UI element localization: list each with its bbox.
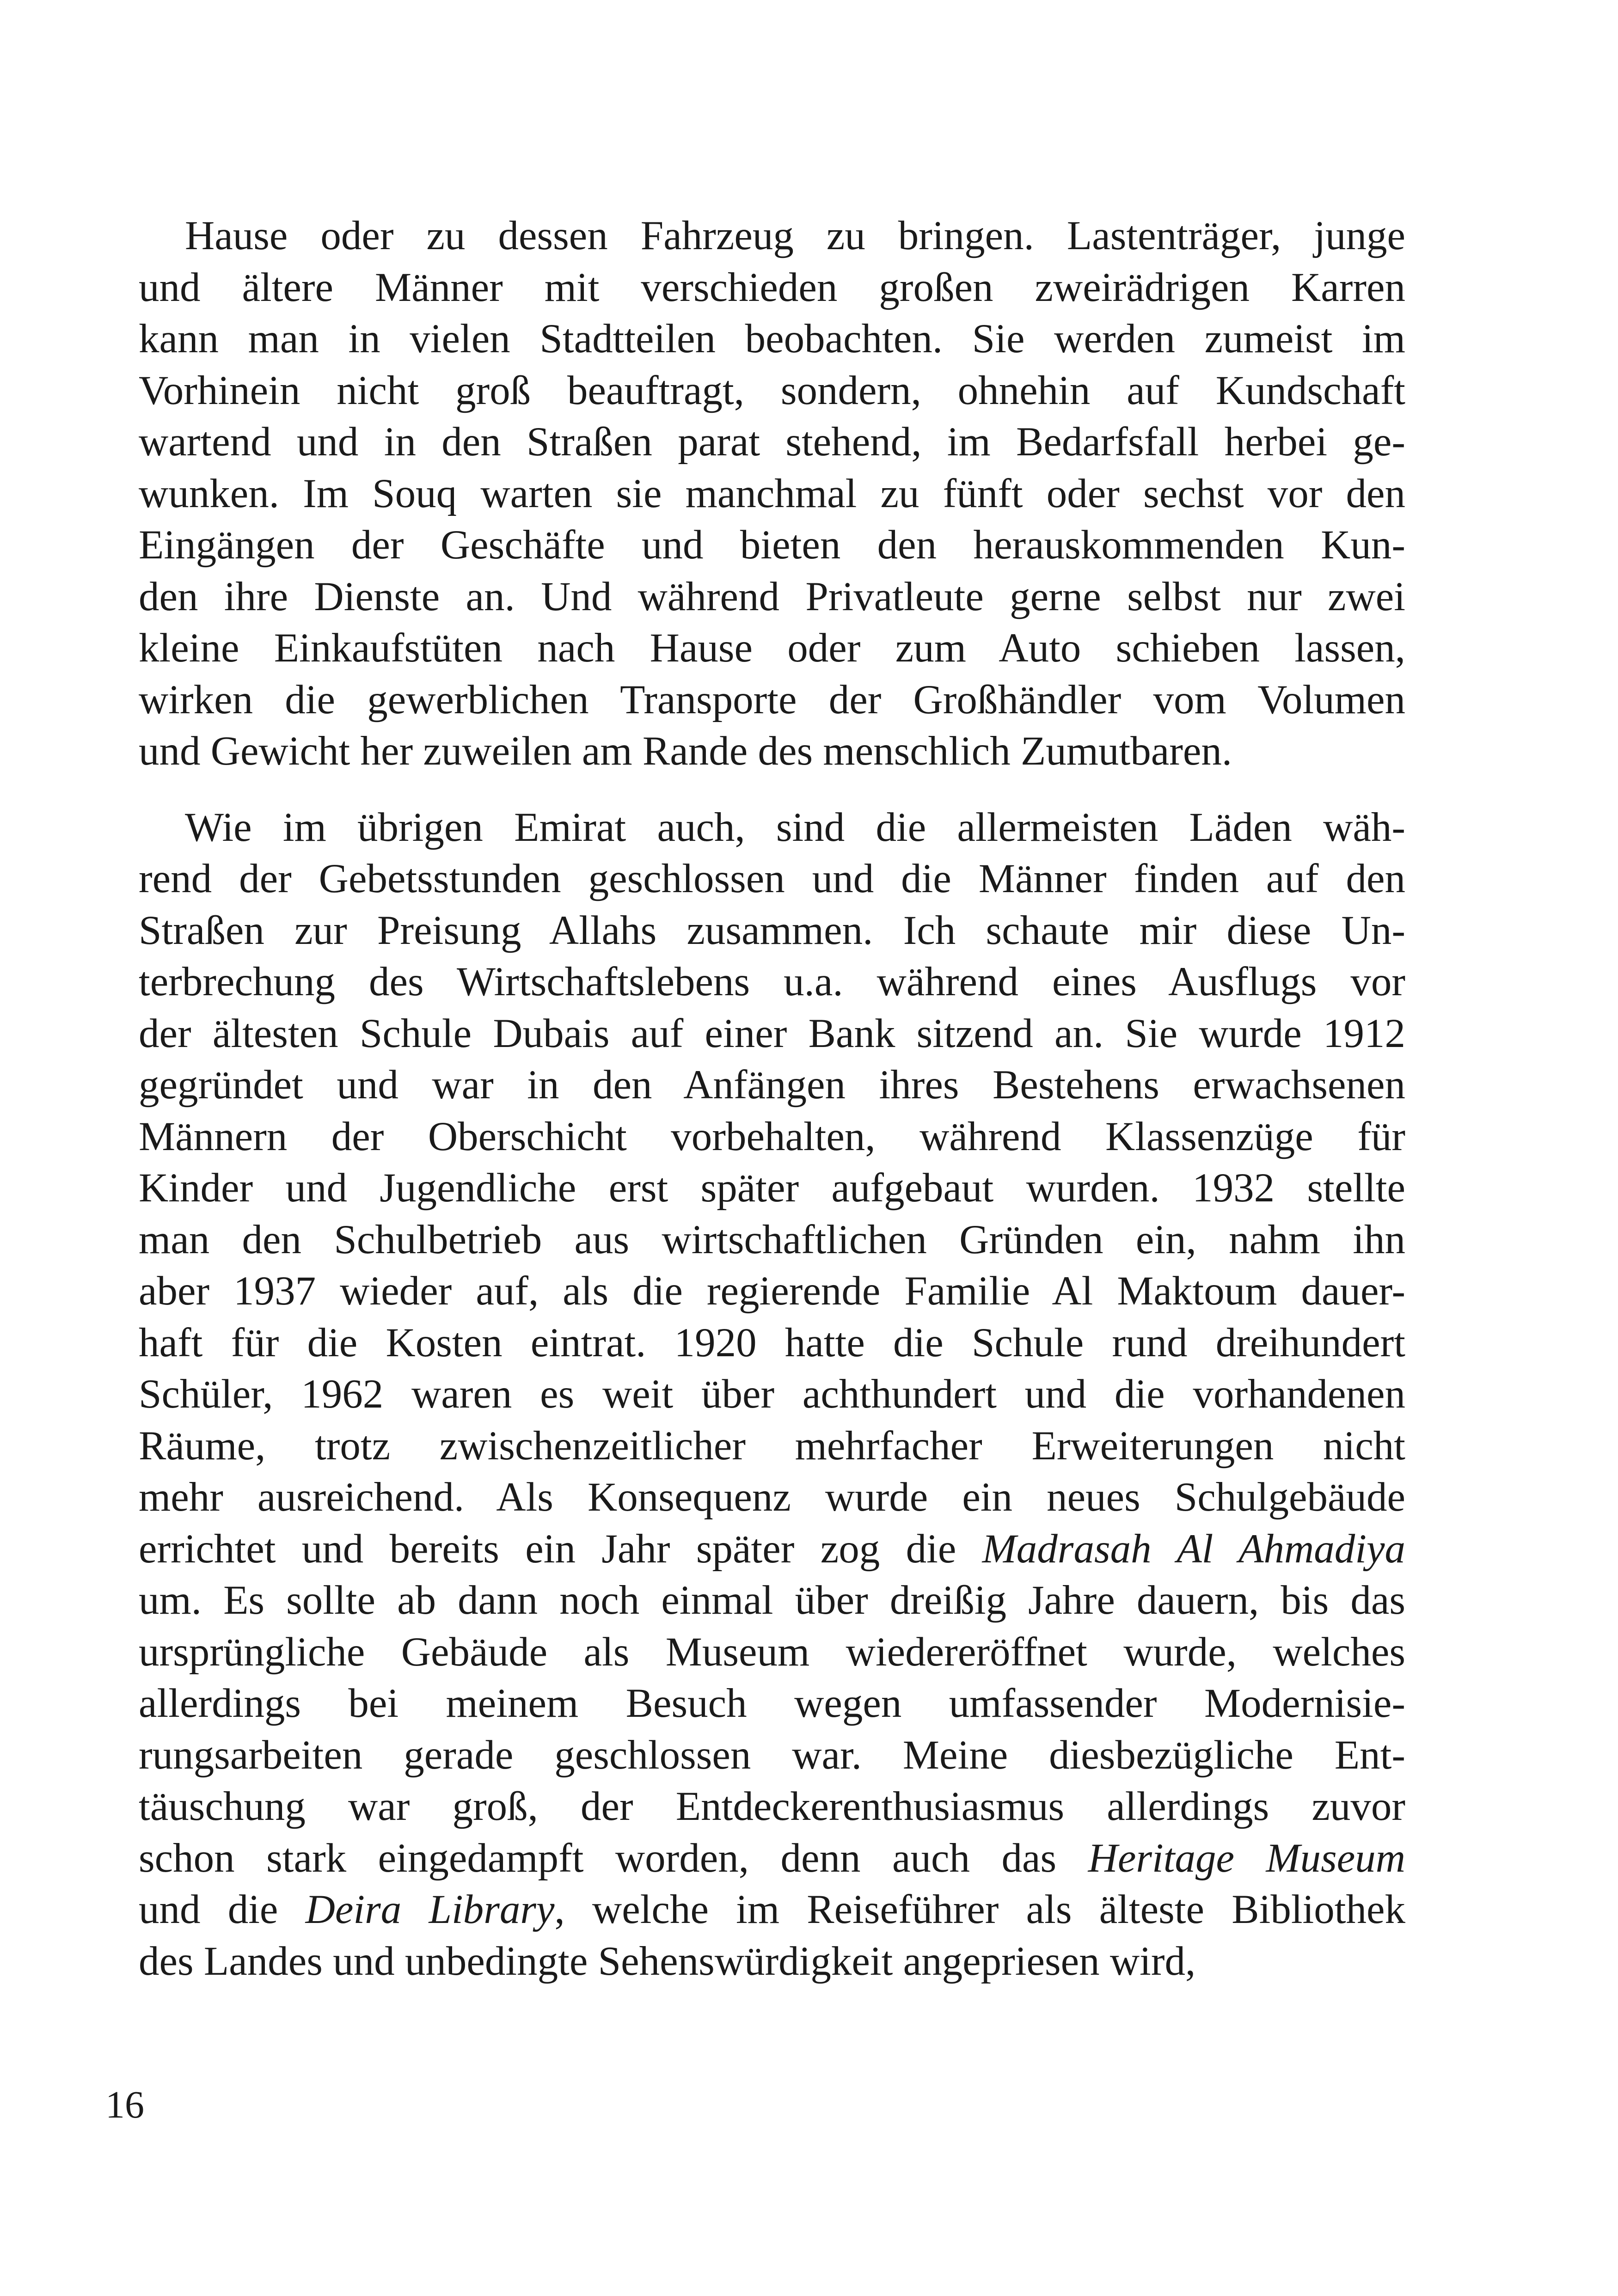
text-run: und die — [139, 1887, 306, 1932]
text-line: Schüler, 1962 waren es weit über achthundert und die vorhandenen — [139, 1371, 1405, 1417]
text-line: und ältere Männer mit verschieden großen zweirädrigen Karren — [139, 264, 1405, 310]
text-run: , welche im Reiseführer als älteste Bibliothek — [554, 1887, 1406, 1932]
text-line: man den Schulbetrieb aus wirtschaftlichen Gründen ein, nahm ihn — [139, 1217, 1405, 1262]
italic-name-deira-library: Deira Library — [305, 1887, 555, 1932]
text-run: schon stark eingedampft worden, denn auch das — [139, 1835, 1088, 1881]
text-line: kann man in vielen Stadtteilen beobachten. Sie werden zumeist im — [139, 316, 1405, 361]
text-line: terbrechung des Wirtschaftslebens u.a. während eines Ausflugs vor — [139, 959, 1405, 1004]
text-line: Hause oder zu dessen Fahrzeug zu bringen. Lastenträger, junge — [185, 213, 1405, 258]
text-line: um. Es sollte ab dann noch einmal über dreißig Jahre dauern, bis das — [139, 1578, 1405, 1623]
page-number: 16 — [105, 2083, 144, 2126]
text-line: Vorhinein nicht groß beauftragt, sondern, ohnehin auf Kundschaft — [139, 367, 1405, 413]
paragraph-2 — [139, 802, 1405, 1988]
text-line — [139, 1884, 1405, 1936]
text-line: wirken die gewerblichen Transporte der Großhändler vom Volumen — [139, 677, 1405, 722]
text-run: errichtet und bereits ein Jahr später zog die — [139, 1526, 982, 1572]
text-line: Straßen zur Preisung Allahs zusammen. Ich schaute mir diese Un- — [139, 907, 1405, 953]
text-line: aber 1937 wieder auf, als die regierende Familie Al Maktoum dauer- — [139, 1268, 1405, 1314]
italic-name-heritage-museum: Heritage Museum — [1088, 1835, 1405, 1881]
text-line: wartend und in den Straßen parat stehend, im Bedarfsfall herbei ge- — [139, 419, 1405, 465]
text-line: rungsarbeiten gerade geschlossen war. Meine diesbezügliche Ent- — [139, 1732, 1405, 1778]
text-line: Männern der Oberschicht vorbehalten, während Klassenzüge für — [139, 1114, 1405, 1159]
text-line — [139, 1524, 1405, 1575]
text-line — [139, 1833, 1405, 1885]
text-line: gegründet und war in den Anfängen ihres Bestehens erwachsenen — [139, 1062, 1405, 1108]
text-line: wunken. Im Souq warten sie manchmal zu fünft oder sechst vor den — [139, 471, 1405, 516]
text-line: ursprüngliche Gebäude als Museum wiedereröffnet wurde, welches — [139, 1629, 1405, 1675]
text-line: Kinder und Jugendliche erst später aufgebaut wurden. 1932 stellte — [139, 1165, 1405, 1211]
text-line: den ihre Dienste an. Und während Privatleute gerne selbst nur zwei — [139, 574, 1405, 619]
text-line: rend der Gebetsstunden geschlossen und die Männer finden auf den — [139, 856, 1405, 901]
italic-name-madrasah: Madrasah Al Ahmadiya — [982, 1526, 1406, 1572]
text-line: Eingängen der Geschäfte und bieten den herauskommenden Kun- — [139, 522, 1405, 568]
text-line: und Gewicht her zuweilen am Rande des menschlich Zumutbaren. — [139, 729, 1232, 774]
text-line: Wie im übrigen Emirat auch, sind die allermeisten Läden wäh- — [185, 804, 1405, 850]
text-line: mehr ausreichend. Als Konsequenz wurde ein neues Schulgebäude — [139, 1475, 1405, 1520]
text-line: täuschung war groß, der Entdeckerenthusiasmus allerdings zuvor — [139, 1784, 1405, 1829]
text-line: der ältesten Schule Dubais auf einer Bank sitzend an. Sie wurde 1912 — [139, 1010, 1405, 1056]
text-line: Räume, trotz zwischenzeitlicher mehrfacher Erweiterungen nicht — [139, 1423, 1405, 1469]
text-line: kleine Einkaufstüten nach Hause oder zum Auto schieben lassen, — [139, 625, 1405, 671]
text-line: allerdings bei meinem Besuch wegen umfassender Modernisie- — [139, 1681, 1405, 1726]
paragraph-1 — [139, 210, 1405, 778]
text-line: haft für die Kosten eintrat. 1920 hatte die Schule rund dreihundert — [139, 1320, 1405, 1365]
text-line: des Landes und unbedingte Sehenswürdigkeit angepriesen wird, — [139, 1938, 1196, 1984]
body-text — [139, 210, 1405, 1987]
